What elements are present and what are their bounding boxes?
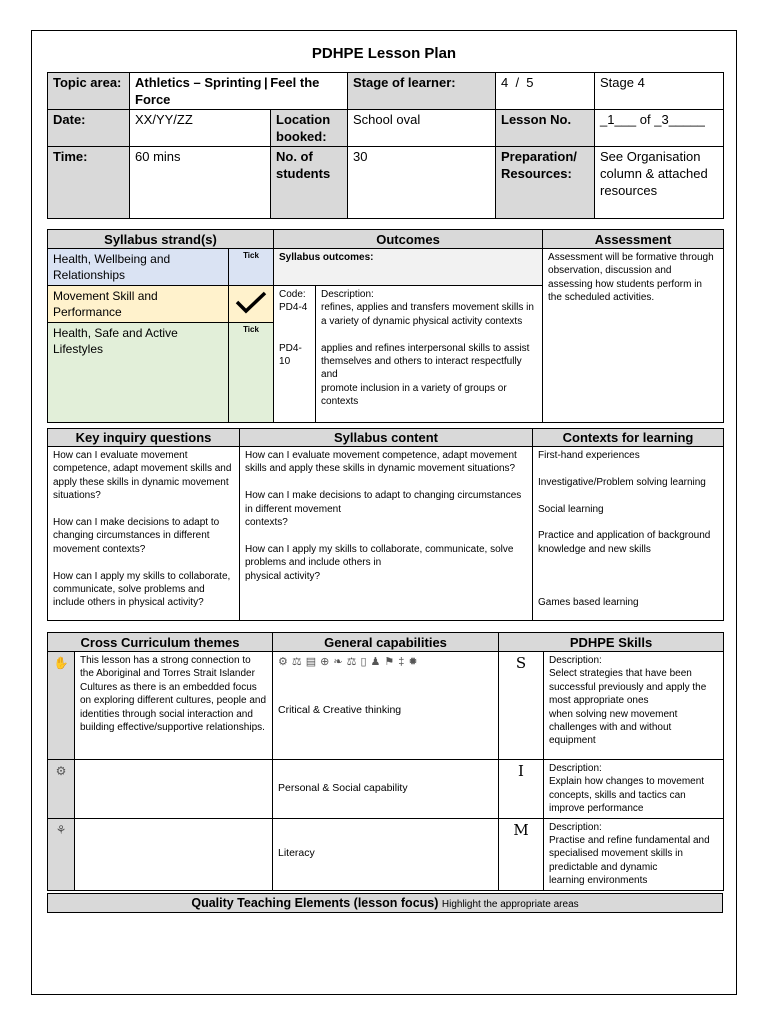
skill-description-1: Description: Select strategies that have been successful previously and apply the most appropriate ones when solving new movement challenges with and without equipment bbox=[544, 652, 724, 760]
capability-icon-6: ⚖ bbox=[346, 656, 361, 668]
outcomes-header: Outcomes bbox=[274, 230, 543, 249]
kiq-text: How can I evaluate movement competence, adapt movement skills and apply these skills in dynamic movement situations? How can I make decisions to adapt to changing circumstances in different movement contexts? How can I apply my skills to collaborate, communicate, solve problems and include others in physical activity? bbox=[48, 447, 240, 621]
date-label: Date: bbox=[48, 110, 130, 147]
students-label: No. of students bbox=[271, 147, 348, 219]
skill-letter-s: S bbox=[499, 652, 544, 760]
skill-letter-i: I bbox=[499, 760, 544, 819]
cct-icon-cell-2 bbox=[48, 760, 75, 819]
contexts-text: First-hand experiences Investigative/Problem solving learning Social learning Practice and application of background knowledge and new skills Games based learning bbox=[533, 447, 724, 621]
gc-header: General capabilities bbox=[273, 633, 499, 652]
time-value: 60 mins bbox=[130, 147, 271, 219]
quality-title: Quality Teaching Elements (lesson focus) bbox=[191, 896, 439, 910]
outcomes-title: Syllabus outcomes: bbox=[274, 249, 543, 286]
prep-value: See Organisation column & attached resources bbox=[595, 147, 724, 219]
content-text: How can I evaluate movement competence, adapt movement skills and apply these skills in dynamic movement situations? How can I make decisions to adapt to changing circumstances in different movement contexts? How can I apply my skills to collaborate, communicate, solve problems and include others in physical activity? bbox=[240, 447, 533, 621]
capability-icon-9: ⚑ bbox=[384, 656, 399, 668]
strand-tick-1[interactable]: Tick bbox=[229, 249, 274, 286]
content-header: Syllabus content bbox=[240, 429, 533, 447]
cct-icon-cell-3 bbox=[48, 818, 75, 890]
capability-literacy: Literacy bbox=[273, 818, 499, 890]
location-value: School oval bbox=[348, 110, 496, 147]
outcome-descriptions: Description: refines, applies and transfers movement skills in a variety of dynamic physical activity contexts applies and refines interpersonal skills to assist themselves and others to interact respectfully and promote inclusion in a variety of groups or contexts bbox=[316, 286, 543, 423]
cct-header: Cross Curriculum themes bbox=[48, 633, 273, 652]
topic-label: Topic area: bbox=[48, 73, 130, 110]
capability-icon-2: ⚖ bbox=[291, 656, 306, 668]
sprout-icon: ⚘ bbox=[55, 822, 67, 837]
hand-icon: ✋ bbox=[53, 656, 69, 670]
assessment-text: Assessment will be formative through observation, discussion and assessing how students perform in the scheduled activities. bbox=[543, 249, 724, 423]
cct-theme-1: This lesson has a strong connection to the Aboriginal and Torres Strait Islander Cultures as there is an embedded focus on exploring different cultures, people and identities through social interaction and building effective/supportive relationships. bbox=[75, 652, 273, 760]
capability-personal: Personal & Social capability bbox=[273, 760, 499, 819]
lesson-label: Lesson No. bbox=[496, 110, 595, 147]
skill-letter-m: M bbox=[499, 818, 544, 890]
capability-icon-10: ‡ bbox=[398, 656, 409, 668]
capability-icon-5: ❧ bbox=[333, 656, 347, 668]
quality-teaching-bar bbox=[47, 893, 723, 913]
capability-icon-11: ✹ bbox=[408, 656, 422, 668]
strand-movement-skill: Movement Skill and Performance bbox=[48, 286, 229, 323]
lesson-plan-page bbox=[31, 30, 737, 995]
capability-critical: Critical & Creative thinking bbox=[278, 704, 402, 716]
capability-icon-7: ▯ bbox=[360, 656, 371, 668]
cct-theme-3 bbox=[75, 818, 273, 890]
capability-icon-4: ⊕ bbox=[320, 656, 334, 668]
strand-checkmark-icon[interactable] bbox=[229, 286, 274, 323]
capability-icon-1: ⚙ bbox=[278, 656, 292, 668]
capability-icon-8: ♟ bbox=[370, 656, 385, 668]
strand-health-safe: Health, Safe and Active Lifestyles bbox=[48, 323, 229, 423]
date-value: XX/YY/ZZ bbox=[130, 110, 271, 147]
assessment-header: Assessment bbox=[543, 230, 724, 249]
stage-extra: Stage 4 bbox=[595, 73, 724, 110]
students-value: 30 bbox=[348, 147, 496, 219]
skill-description-3: Description: Practise and refine fundamental and specialised movement skills in predictable and dynamic learning environments bbox=[544, 818, 724, 890]
strand-header: Syllabus strand(s) bbox=[48, 230, 274, 249]
stage-label: Stage of learner: bbox=[348, 73, 496, 110]
header-table bbox=[47, 72, 724, 219]
outcome-codes: Code: PD4-4 PD4-10 bbox=[274, 286, 316, 423]
curriculum-table bbox=[47, 632, 724, 891]
capability-icon-3: ▤ bbox=[305, 656, 321, 668]
syllabus-table bbox=[47, 229, 724, 423]
topic-value: Athletics – Sprinting | Feel the Force bbox=[130, 73, 348, 110]
page-title: PDHPE Lesson Plan bbox=[311, 45, 457, 62]
inquiry-table bbox=[47, 428, 724, 621]
cct-icon-cell-1 bbox=[48, 652, 75, 760]
stage-value: 4 / 5 bbox=[496, 73, 595, 110]
contexts-header: Contexts for learning bbox=[533, 429, 724, 447]
lesson-value: _1___ of _3_____ bbox=[595, 110, 724, 147]
gear-icon: ⚙ bbox=[55, 764, 67, 778]
quality-note: Highlight the appropriate areas bbox=[441, 899, 579, 910]
strand-tick-3[interactable]: Tick bbox=[229, 323, 274, 423]
skills-header: PDHPE Skills bbox=[499, 633, 724, 652]
kiq-header: Key inquiry questions bbox=[48, 429, 240, 447]
strand-health-wellbeing: Health, Wellbeing and Relationships bbox=[48, 249, 229, 286]
time-label: Time: bbox=[48, 147, 130, 219]
skill-description-2: Description: Explain how changes to movement concepts, skills and tactics can improve performance bbox=[544, 760, 724, 819]
cct-theme-2 bbox=[75, 760, 273, 819]
gc-cell-1 bbox=[273, 652, 499, 760]
prep-label: Preparation/ Resources: bbox=[496, 147, 595, 219]
location-label: Location booked: bbox=[271, 110, 348, 147]
capability-icons-row bbox=[278, 656, 493, 669]
